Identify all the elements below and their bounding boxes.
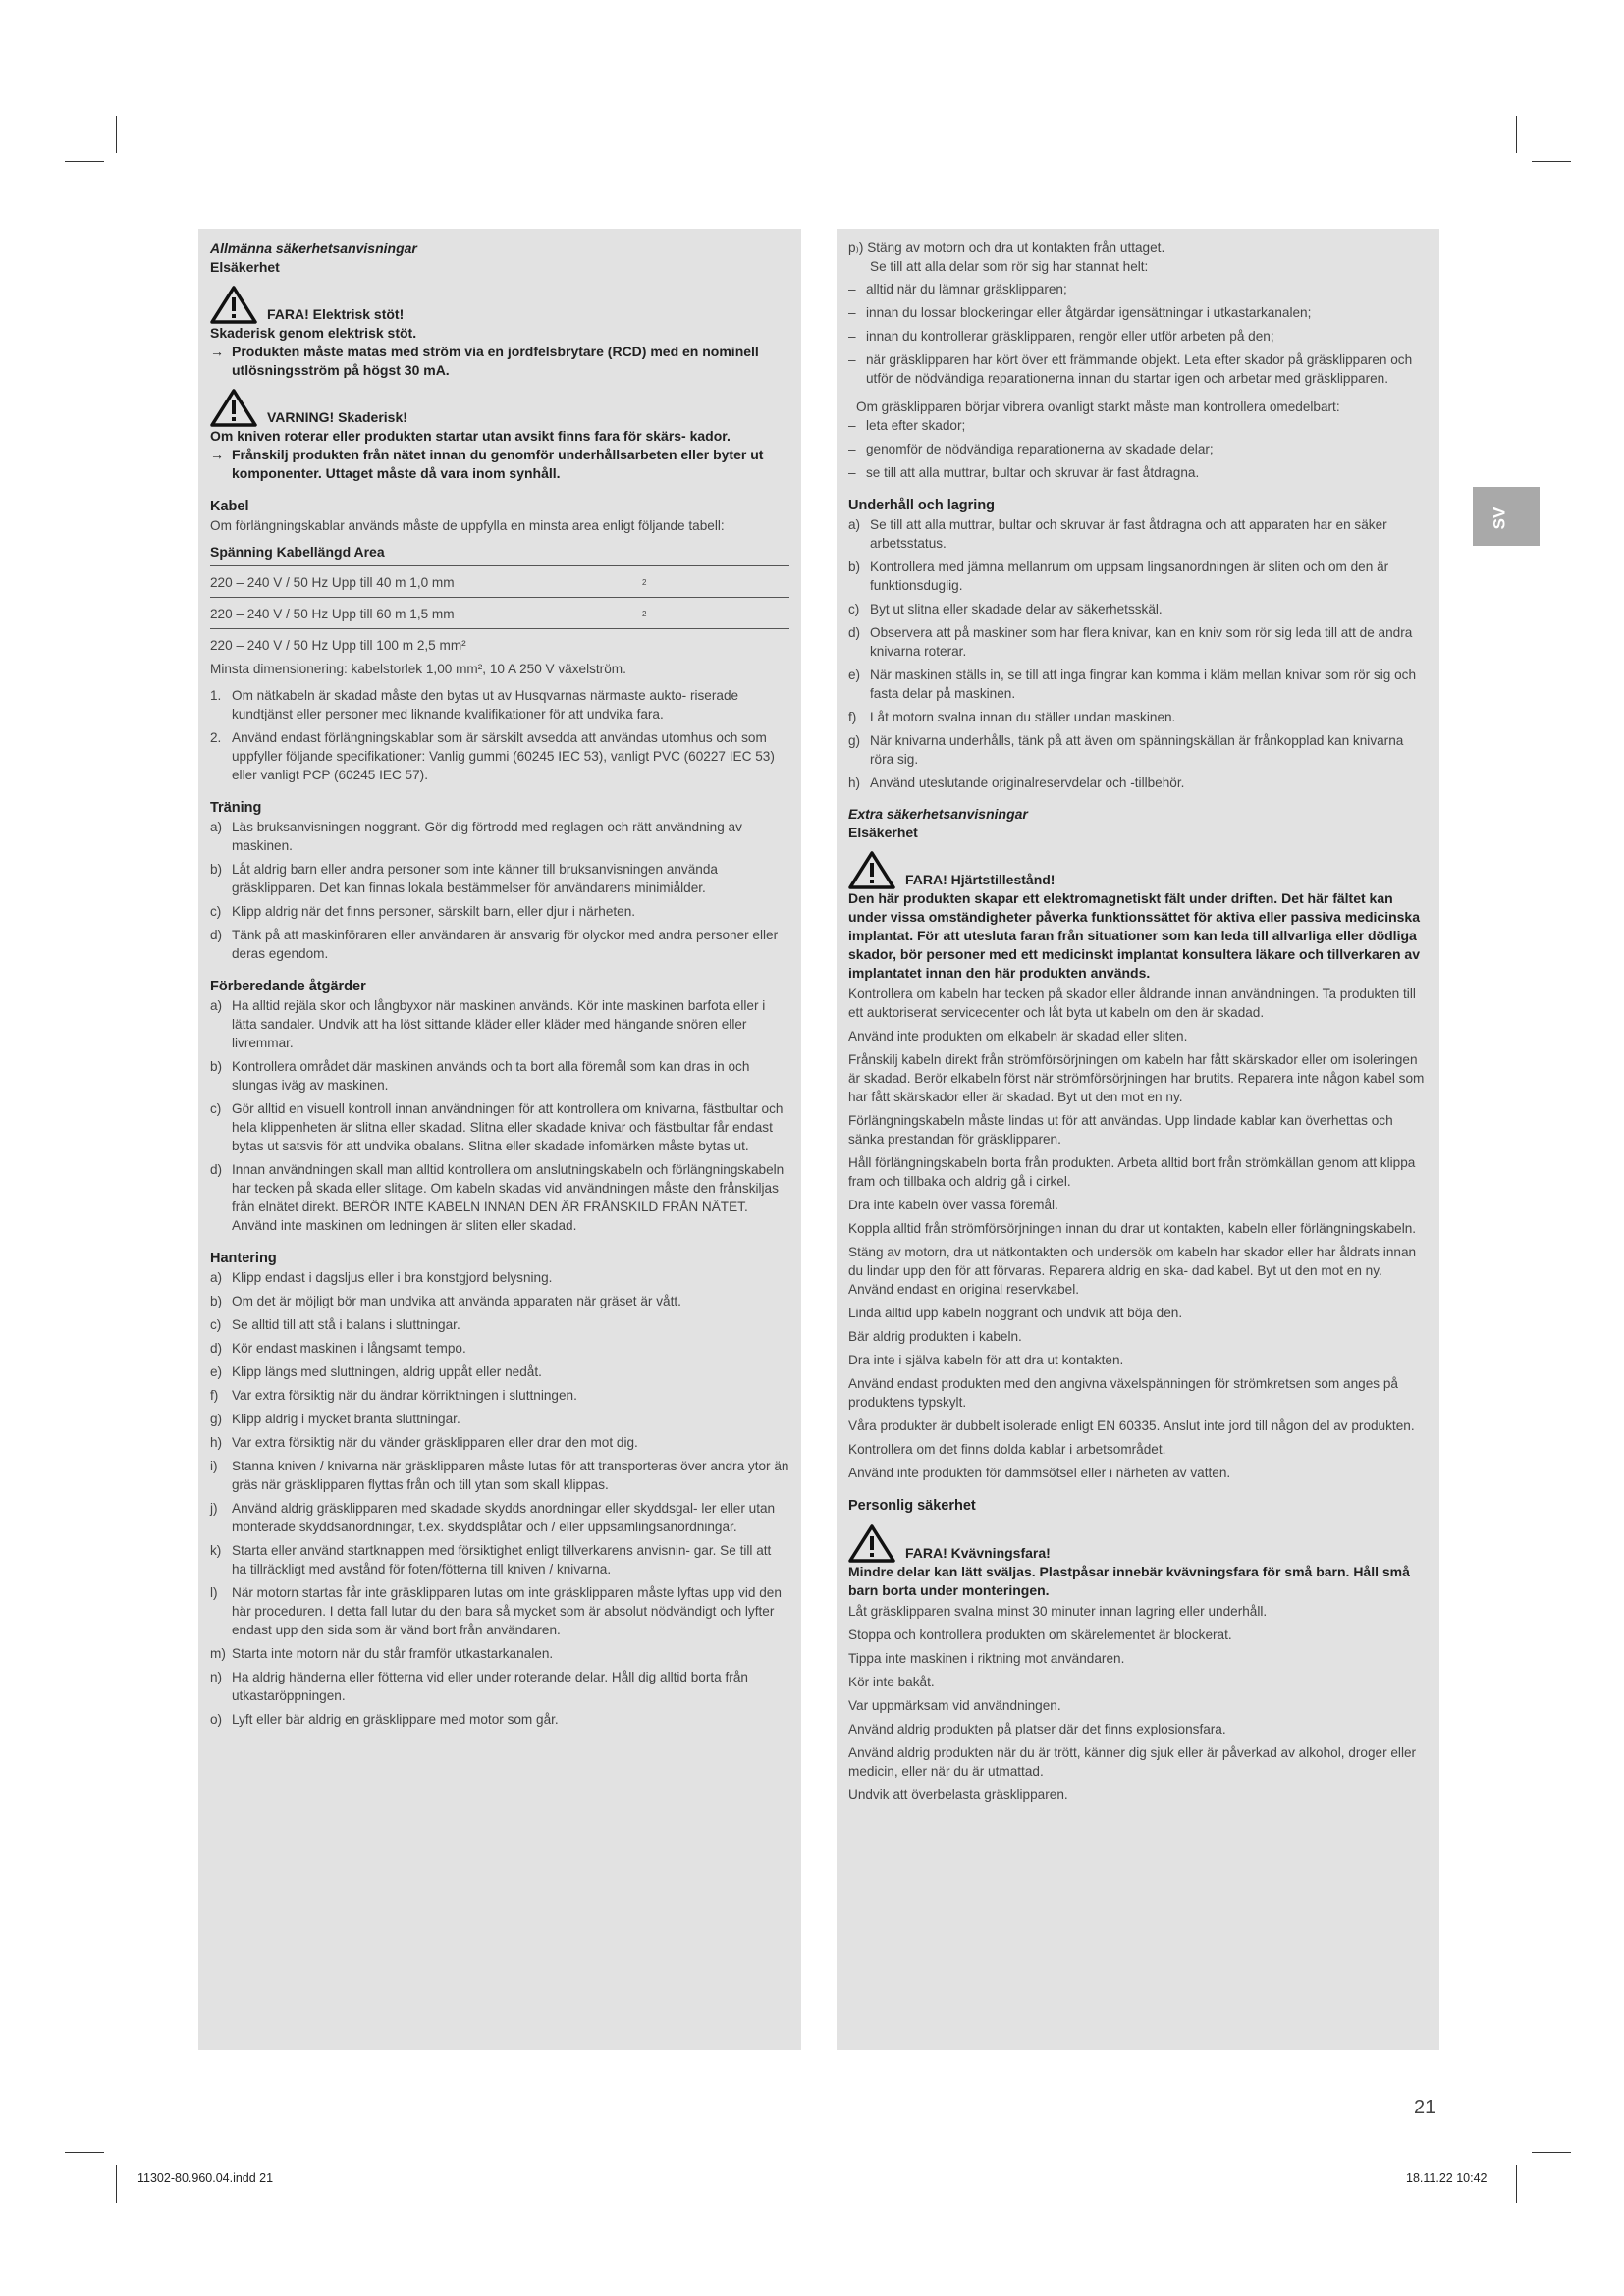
list-item: b) Kontrollera med jämna mellanrum om uppsam lingsanordningen är sliten och om den är funktionsduglig.	[848, 560, 1389, 593]
paragraph: Stoppa och kontrollera produkten om skärelementet är blockerat.	[848, 1628, 1232, 1642]
warning-triangle-icon	[848, 1523, 895, 1563]
list-item: o) Lyft eller bär aldrig en gräsklippare med motor som går.	[210, 1712, 559, 1727]
list-item: d) Observera att på maskiner som har flera knivar, kan en kniv som rör sig leda till att de andra knivarna roterar.	[848, 625, 1413, 659]
dash-item: – se till att alla muttrar, bultar och skruvar är fast åtdragna.	[848, 465, 1200, 480]
traning-heading: Träning	[210, 800, 262, 816]
crop-mark	[1532, 2152, 1571, 2153]
dash-item: – genomför de nödvändiga reparationerna av skadade delar;	[848, 442, 1214, 456]
crop-mark	[1516, 2165, 1517, 2203]
paragraph: Använd aldrig produkten på platser där det finns explosionsfara.	[848, 1722, 1226, 1736]
choke-warning	[848, 1523, 1428, 1563]
paragraph: Bär aldrig produkten i kabeln.	[848, 1329, 1022, 1344]
list-item: h) Var extra försiktig när du vänder gräsklipparen eller drar den mot dig.	[210, 1435, 638, 1450]
list-item: b) Kontrollera området där maskinen används och ta bort alla föremål som kan dras in och slungas iväg av maskinen.	[210, 1059, 750, 1093]
p-line-1: p₎) Stäng av motorn och dra ut kontakten från uttaget.	[848, 240, 1165, 255]
paragraph: Håll förlängningskabeln borta från produkten. Arbeta alltid bort från strömkällan genom att klippa fram och tillbaka och aldrig gå i cirkel.	[848, 1155, 1416, 1189]
list-item: l) När motorn startas får inte gräsklipparen lutas om inte gräsklipparen måste lyftas upp vid den här proceduren. I detta fall lutar du den bara så mycket som är absolut nödvändigt och lyfter endast upp den sida som är vänd bort från användaren.	[210, 1585, 782, 1637]
paragraph: Var uppmärksam vid användningen.	[848, 1698, 1061, 1713]
list-item: m) Starta inte motorn när du står framför utkastarkanalen.	[210, 1646, 554, 1661]
choke-label: FARA! Kvävningsfara!	[905, 1545, 1051, 1561]
list-item: d) Innan användningen skall man alltid kontrollera om anslutningskabeln och förlängningskabeln har tecken på skada eller slitage. Om kabeln skadas vid användningen måste den frånskiljas från elnätet direkt. BERÖR INTE KABELN INNAN DEN ÄR FRÅNSKILD FRÅN NÄTET. Använd inte maskinen om ledningen är sliten eller skadad.	[210, 1162, 785, 1233]
cable-table	[210, 565, 789, 660]
min-dimension: Minsta dimensionering: kabelstorlek 1,00 mm², 10 A 250 V växelström.	[210, 662, 626, 676]
warning-triangle-icon	[210, 388, 257, 427]
list-item: c) Se alltid till att stå i balans i sluttningar.	[210, 1317, 460, 1332]
list-item: n) Ha aldrig händerna eller fötterna vid eller under roterande delar. Håll dig alltid borta från utkastaröppningen.	[210, 1670, 748, 1703]
kabel-heading: Kabel	[210, 499, 249, 514]
warning-action: → Frånskilj produkten från nätet innan du genomför underhållsarbeten eller byter ut komponenter. Uttaget måste då vara inom synhåll.	[210, 447, 764, 481]
list-item: d) Tänk på att maskinföraren eller användaren är ansvarig för olyckor med andra personer eller deras egendom.	[210, 928, 779, 961]
language-tab-label: SV	[1489, 507, 1509, 530]
language-tab	[1473, 487, 1540, 546]
list-item: c) Gör alltid en visuell kontroll innan användningen för att kontrollera om knivarna, fästbultar och hela klippenheten är slitna eller skadad. Slitna eller skadade knivar och fästbultar får endast bytas ut satsvis för att undvika obalans. Slitna eller skadade infomärken måste bytas ut.	[210, 1101, 784, 1153]
choke-text: Mindre delar kan lätt sväljas. Plastpåsar innebär kvävningsfara för små barn. Håll små barn borta under monteringen.	[848, 1564, 1410, 1598]
arrow-right-icon: →	[210, 447, 224, 462]
table-row: 220 – 240 V / 50 Hz Upp till 100 m 2,5 mm²	[210, 628, 789, 660]
table-header: Spänning Kabellängd Area	[210, 544, 385, 560]
list-item: i) Stanna kniven / knivarna när gräsklipparen måste lutas för att transporteras över andra ytor än gräs när gräsklipparen flyttas från och till ytan som skall klippas.	[210, 1459, 789, 1492]
list-item: f) Låt motorn svalna innan du ställer undan maskinen.	[848, 710, 1176, 724]
warning-triangle-icon	[210, 285, 257, 324]
heart-label: FARA! Hjärtstillestånd!	[905, 872, 1056, 887]
paragraph: Dra inte kabeln över vassa föremål.	[848, 1198, 1058, 1212]
table-row: 220 – 240 V / 50 Hz Upp till 40 m 1,0 mm 2	[210, 565, 789, 597]
crop-mark	[65, 2152, 104, 2153]
warning-heading: Om kniven roterar eller produkten startar utan avsikt finns fara för skärs- kador.	[210, 428, 731, 444]
list-item: a) Se till att alla muttrar, bultar och skruvar är fast åtdragna och att apparaten har en säker arbetsstatus.	[848, 517, 1387, 551]
list-item: d) Kör endast maskinen i långsamt tempo.	[210, 1341, 466, 1356]
footer-timestamp: 18.11.22 10:42	[1406, 2171, 1488, 2185]
page-number: 21	[1414, 2097, 1436, 2118]
paragraph: Linda alltid upp kabeln noggrant och undvik att böja den.	[848, 1306, 1183, 1320]
paragraph: Kör inte bakåt.	[848, 1675, 935, 1689]
danger-action: → Produkten måste matas med ström via en jordfelsbrytare (RCD) med en nominell utlösningsström på högst 30 mA.	[210, 344, 759, 378]
list-item: b) Om det är möjligt bör man undvika att använda apparaten när gräset är vått.	[210, 1294, 681, 1308]
list-item: b) Låt aldrig barn eller andra personer som inte känner till bruksanvisningen använda gräsklipparen. Det kan finnas lokala bestämmelser för användarens minimiålder.	[210, 862, 718, 895]
crop-mark	[65, 161, 104, 162]
warning-triangle-icon	[848, 850, 895, 889]
dash-item: – innan du kontrollerar gräsklipparen, rengör eller utför arbeten på den;	[848, 329, 1274, 344]
p-line-2: Se till att alla delar som rör sig har stannat helt:	[870, 259, 1149, 274]
arrow-right-icon: →	[210, 344, 224, 359]
kabel-text: Om förlängningskablar används måste de uppfylla en minsta area enligt följande tabell:	[210, 518, 725, 533]
danger-warning	[210, 285, 789, 324]
crop-mark	[1532, 161, 1571, 162]
extra-subtitle: Elsäkerhet	[848, 825, 918, 840]
subsection-title: Elsäkerhet	[210, 259, 280, 275]
dash-item: – alltid när du lämnar gräsklipparen;	[848, 282, 1067, 296]
paragraph: Använd inte produkten om elkabeln är skadad eller sliten.	[848, 1029, 1188, 1043]
heart-text: Den här produkten skapar ett elektromagnetiskt fält under driften. Det här fältet kan under vissa omständigheter påverka funktionssättet för aktiva eller passiva medicinska implantat. För att utesluta faran från situationer som kan leda till allvarliga eller dödliga skador, bör personer med ett medicinskt implantat konsultera läkare och tillverkaren av implantatet innan den här produkten används.	[848, 890, 1421, 981]
paragraph: Kontrollera om kabeln har tecken på skador eller åldrande innan användningen. Ta produkten till ett auktoriserat servicecenter och låt byta ut kabeln om den är skadad.	[848, 987, 1416, 1020]
extra-title: Extra säkerhetsanvisningar	[848, 806, 1028, 822]
warning-block	[210, 388, 789, 427]
table-row: 220 – 240 V / 50 Hz Upp till 60 m 1,5 mm 2	[210, 597, 789, 628]
paragraph: Använd endast produkten med den angivna växelspänningen för strömkretsen som anges på produktens typskylt.	[848, 1376, 1398, 1410]
personlig-heading: Personlig säkerhet	[848, 1498, 976, 1514]
paragraph: Tippa inte maskinen i riktning mot användaren.	[848, 1651, 1125, 1666]
list-item: k) Starta eller använd startknappen med försiktighet enligt tillverkarens anvisnin- gar. Se till att ha tillräckligt med avstånd för foten/fötterna till kniven / knivarna.	[210, 1543, 772, 1576]
underhall-heading: Underhåll och lagring	[848, 498, 996, 513]
dash-item: – innan du lossar blockeringar eller åtgärdar igensättningar i utkastarkanalen;	[848, 305, 1312, 320]
hantering-heading: Hantering	[210, 1251, 277, 1266]
paragraph: Stäng av motorn, dra ut nätkontakten och undersök om kabeln har skador eller har åldrats innan du lindar upp den för att förvaras. Reparera aldrig en ska- dad kabel. Byt ut den mot en ny. Använd endast en original reservkabel.	[848, 1245, 1417, 1297]
dash-item: – när gräsklipparen har kört över ett främmande objekt. Leta efter skador på gräsklipparen och utför de nödvändiga reparationerna innan du startar igen och arbetar med gräsklipparen.	[848, 352, 1413, 386]
paragraph: Låt gräsklipparen svalna minst 30 minuter innan lagring eller underhåll.	[848, 1604, 1268, 1619]
paragraph: Koppla alltid från strömförsörjningen innan du drar ut kontakten, kabeln eller förlängningskabeln.	[848, 1221, 1417, 1236]
list-item: g) Klipp aldrig i mycket branta sluttningar.	[210, 1412, 460, 1426]
paragraph: Undvik att överbelasta gräsklipparen.	[848, 1788, 1068, 1802]
crop-mark	[116, 2165, 117, 2203]
paragraph: Kontrollera om det finns dolda kablar i arbetsområdet.	[848, 1442, 1166, 1457]
left-column	[198, 229, 801, 2050]
paragraph: Förlängningskabeln måste lindas ut för att användas. Upp lindade kablar kan överhettas och sänka prestandan för gräsklipparen.	[848, 1113, 1393, 1147]
footer-filename: 11302-80.960.04.indd 21	[137, 2171, 274, 2185]
list-item: 2. Använd endast förlängningskablar som är särskilt avsedda att användas utomhus och som uppfyller följande specifikationer: Vanlig gummi (60245 IEC 53), vanligt PVC (60227 IEC 53) eller vanligt PCP (60245 IEC 57).	[210, 730, 775, 782]
list-item: e) När maskinen ställs in, se till att inga fingrar kan komma i kläm mellan knivar som rör sig och fasta delar på maskinen.	[848, 667, 1417, 701]
forb-heading: Förberedande åtgärder	[210, 979, 366, 994]
list-item: 1. Om nätkabeln är skadad måste den bytas ut av Husqvarnas närmaste aukto- riserade kundtjänst eller personer med liknande kvalifikationer för att undvika fara.	[210, 688, 739, 721]
paragraph: Dra inte i själva kabeln för att dra ut kontakten.	[848, 1353, 1124, 1367]
section-title: Allmänna säkerhetsanvisningar	[210, 240, 417, 256]
paragraph: Använd inte produkten för dammsötsel eller i närheten av vatten.	[848, 1466, 1231, 1480]
list-item: a) Läs bruksanvisningen noggrant. Gör dig förtrodd med reglagen och rätt användning av maskinen.	[210, 820, 742, 853]
dash-item: – leta efter skador;	[848, 418, 966, 433]
list-item: a) Ha alltid rejäla skor och långbyxor när maskinen används. Kör inte maskinen barfota eller i lätta sandaler. Undvik att ha löst sittande kläder eller kläder med hängande snören eller livremmar.	[210, 998, 766, 1050]
right-column	[837, 229, 1439, 2050]
paragraph: Våra produkter är dubbelt isolerade enligt EN 60335. Anslut inte jord till någon del av produkten.	[848, 1418, 1415, 1433]
paragraph: Frånskilj kabeln direkt från strömförsörjningen om kabeln har fått skärskador eller om isoleringen är skadad. Berör elkabeln först när strömförsörjningen har brutits. Reparera inte någon kabel som har fått skärskador eller är skadad. Byt ut den mot en ny.	[848, 1052, 1425, 1104]
crop-mark	[1516, 116, 1517, 153]
paragraph: Använd aldrig produkten när du är trött, känner dig sjuk eller är påverkad av alkohol, droger eller medicin, eller när du är utmattad.	[848, 1745, 1417, 1779]
list-item: f) Var extra försiktig när du ändrar körriktningen i sluttningen.	[210, 1388, 577, 1403]
list-item: g) När knivarna underhålls, tänk på att även om spänningskällan är frånkopplad kan knivarna röra sig.	[848, 733, 1404, 767]
heart-warning	[848, 850, 1428, 889]
vibration-text: Om gräsklipparen börjar vibrera ovanligt starkt måste man kontrollera omedelbart:	[856, 400, 1340, 414]
crop-mark	[116, 116, 117, 153]
list-item: a) Klipp endast i dagsljus eller i bra konstgjord belysning.	[210, 1270, 553, 1285]
list-item: c) Klipp aldrig när det finns personer, särskilt barn, eller djur i närheten.	[210, 904, 636, 919]
list-item: j) Använd aldrig gräsklipparen med skadade skydds anordningar eller skyddsgal- ler eller utan monterade skyddsanordningar, t.ex. skyddsplåtar och / eller uppsamlingsanordningar.	[210, 1501, 776, 1534]
list-item: c) Byt ut slitna eller skadade delar av säkerhetsskäl.	[848, 602, 1163, 616]
list-item: e) Klipp längs med sluttningen, aldrig uppåt eller nedåt.	[210, 1364, 542, 1379]
warning-label: VARNING! Skaderisk!	[267, 409, 407, 425]
list-item: h) Använd uteslutande originalreservdelar och -tillbehör.	[848, 775, 1185, 790]
danger-heading: Skaderisk genom elektrisk stöt.	[210, 325, 417, 341]
danger-label: FARA! Elektrisk stöt!	[267, 306, 405, 322]
